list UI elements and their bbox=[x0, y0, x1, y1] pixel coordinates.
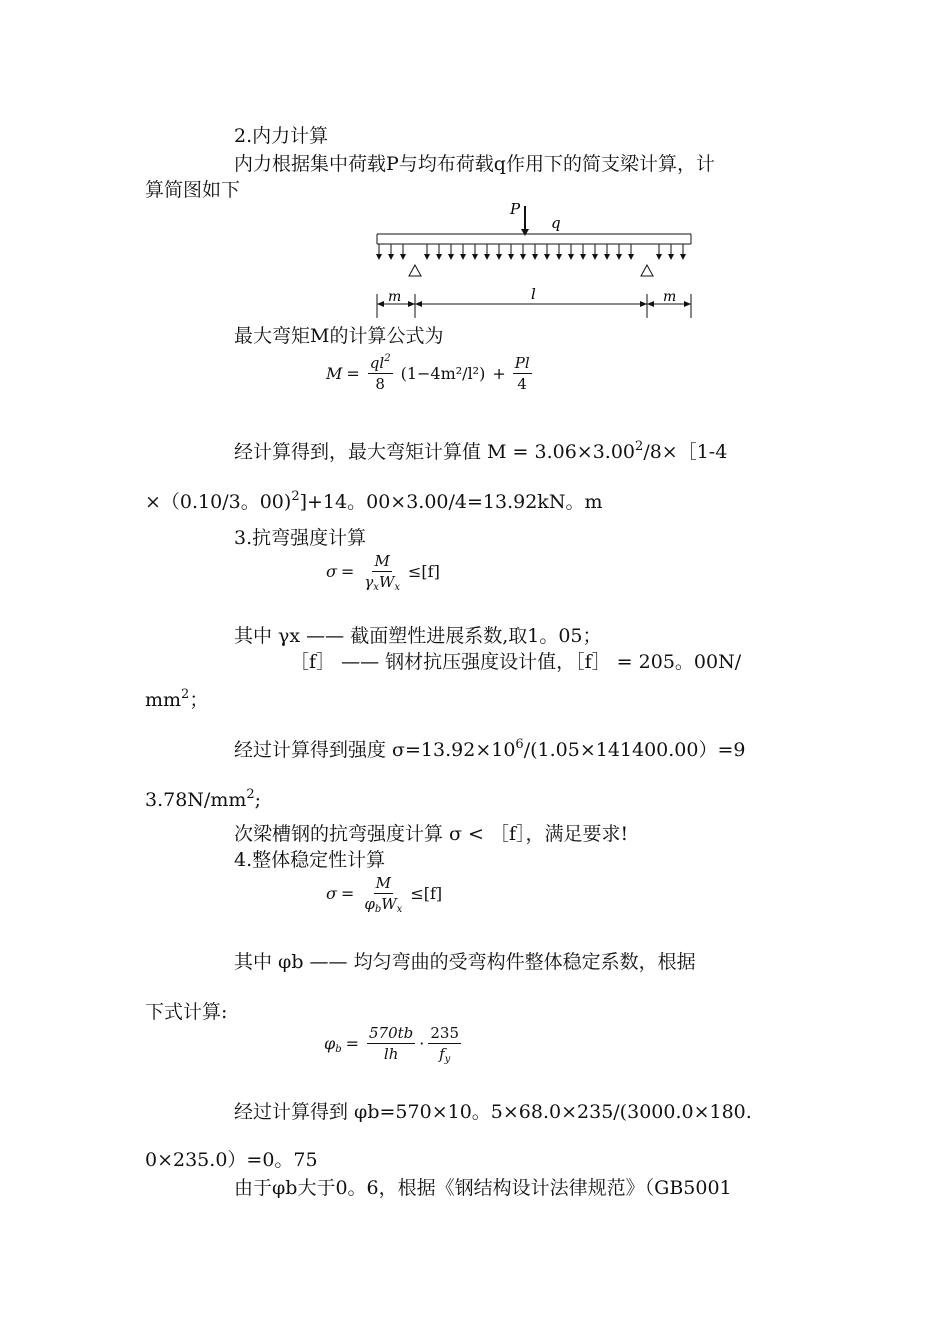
moment-formula bbox=[326, 354, 536, 393]
moment-calc-line1 bbox=[234, 440, 727, 464]
fraction-denominator: 4 bbox=[517, 375, 527, 393]
strength-calc-line1: 经过计算得到强度 $\sigma=13.92\times 10^6/(1.05\times 141400.00)=9$ bbox=[234, 737, 746, 761]
fraction-numerator: ql bbox=[369, 354, 385, 372]
moment-calc-text: ×（0.10/3。00) bbox=[145, 491, 292, 513]
fraction-denominator: $\gamma_xW_x$ bbox=[364, 573, 400, 593]
formula-dot: · bbox=[419, 1034, 425, 1053]
formula-eq: = bbox=[340, 884, 355, 903]
fraction-numerator: M bbox=[374, 552, 390, 570]
formula-lhs: M bbox=[326, 364, 343, 383]
label-m-right: m bbox=[663, 289, 677, 305]
bending-strength-formula bbox=[326, 552, 440, 591]
fraction-numerator: Pl bbox=[514, 354, 530, 372]
section-2-paragraph-line2: 算简图如下 bbox=[145, 179, 241, 201]
formula-rhs: ≤[f] bbox=[410, 884, 443, 903]
formula-rhs: ≤[f] bbox=[408, 562, 440, 581]
formula-lhs: σ bbox=[326, 884, 337, 903]
section-3-title: 3.抗弯强度计算 bbox=[234, 527, 367, 549]
phi-definition: 其中 φb —— 均匀弯曲的受弯构件整体稳定系数，根据 bbox=[234, 951, 696, 973]
strength-calc-line2: $3.78N/mm^2$; bbox=[145, 787, 262, 811]
f-definition: ［f］ —— 钢材抗压强度设计值，［f］ = 205。00N/ bbox=[290, 651, 742, 673]
formula-lhs: σ bbox=[326, 562, 337, 581]
label-m-left: m bbox=[388, 289, 402, 305]
phi-calc-line2: 0×235.0）=0。75 bbox=[145, 1149, 318, 1171]
section-4-title: 4.整体稳定性计算 bbox=[234, 849, 386, 871]
fraction-denominator: 8 bbox=[375, 375, 385, 393]
superscript: 2 bbox=[635, 439, 644, 454]
fraction-m-over-phiW bbox=[362, 874, 404, 913]
fraction-numerator: 570tb bbox=[369, 1024, 414, 1042]
formula-eq: = bbox=[345, 1034, 360, 1053]
moment-calc-text: /8×［1-4 bbox=[643, 441, 728, 463]
moment-calc-text: ]+14。00×3.00/4=13.92kN。m bbox=[299, 491, 603, 513]
fraction-denominator: lh bbox=[383, 1045, 399, 1063]
formula-parenthesis-term: (1−4m²/l²) bbox=[400, 364, 486, 383]
fraction-numerator: M bbox=[375, 874, 391, 892]
beam-load-diagram bbox=[365, 196, 705, 322]
code-reference-line: 由于φb大于0。6，根据《钢结构设计法律规范》（GB5001 bbox=[234, 1177, 732, 1199]
superscript: 2 bbox=[291, 489, 300, 504]
moment-calc-line2 bbox=[145, 490, 602, 514]
gamma-definition: 其中 γx —— 截面塑性进展系数,取1。05； bbox=[234, 625, 602, 647]
fraction-m-over-gammaW bbox=[362, 552, 402, 591]
fraction-denominator: $\varphi_bW_x$ bbox=[364, 895, 403, 915]
section-2-title: 2.内力计算 bbox=[234, 125, 329, 147]
label-P: P bbox=[510, 200, 521, 218]
phi-b-formula bbox=[324, 1024, 465, 1063]
formula-eq: = bbox=[346, 364, 360, 383]
phi-definition-cont: 下式计算: bbox=[145, 1001, 228, 1023]
distributed-load-arrows bbox=[376, 244, 686, 260]
formula-eq: = bbox=[340, 562, 355, 581]
fraction-235-over-fy bbox=[428, 1024, 461, 1063]
fraction-pl-over-4 bbox=[513, 354, 532, 393]
f-definition-unit: $mm^2$； bbox=[145, 687, 209, 711]
strength-conclusion: 次梁槽钢的抗弯强度计算 σ < ［f］，满足要求! bbox=[234, 823, 629, 845]
moment-calc-text: 经计算得到，最大弯矩计算值 M = 3.06×3.00 bbox=[234, 441, 636, 463]
fraction-denominator: $f_y$ bbox=[439, 1045, 451, 1065]
moment-formula-label: 最大弯矩M的计算公式为 bbox=[234, 325, 444, 347]
fraction-570tb-over-lh bbox=[367, 1024, 415, 1063]
formula-lhs: $\varphi_b$ bbox=[324, 1034, 342, 1055]
phi-calc-line1: 经过计算得到 φb=570×10。5×68.0×235/(3000.0×180. bbox=[234, 1101, 752, 1123]
formula-plus: + bbox=[492, 364, 506, 383]
label-q: q bbox=[551, 214, 561, 232]
fraction-numerator: 235 bbox=[430, 1024, 460, 1042]
label-l: l bbox=[531, 285, 536, 303]
stability-formula bbox=[326, 874, 442, 913]
section-2-paragraph-line1: 内力根据集中荷载P与均布荷载q作用下的简支梁计算，计 bbox=[234, 153, 715, 175]
fraction-ql2-over-8: $\frac{ql^2}{8}$ bbox=[369, 353, 391, 393]
